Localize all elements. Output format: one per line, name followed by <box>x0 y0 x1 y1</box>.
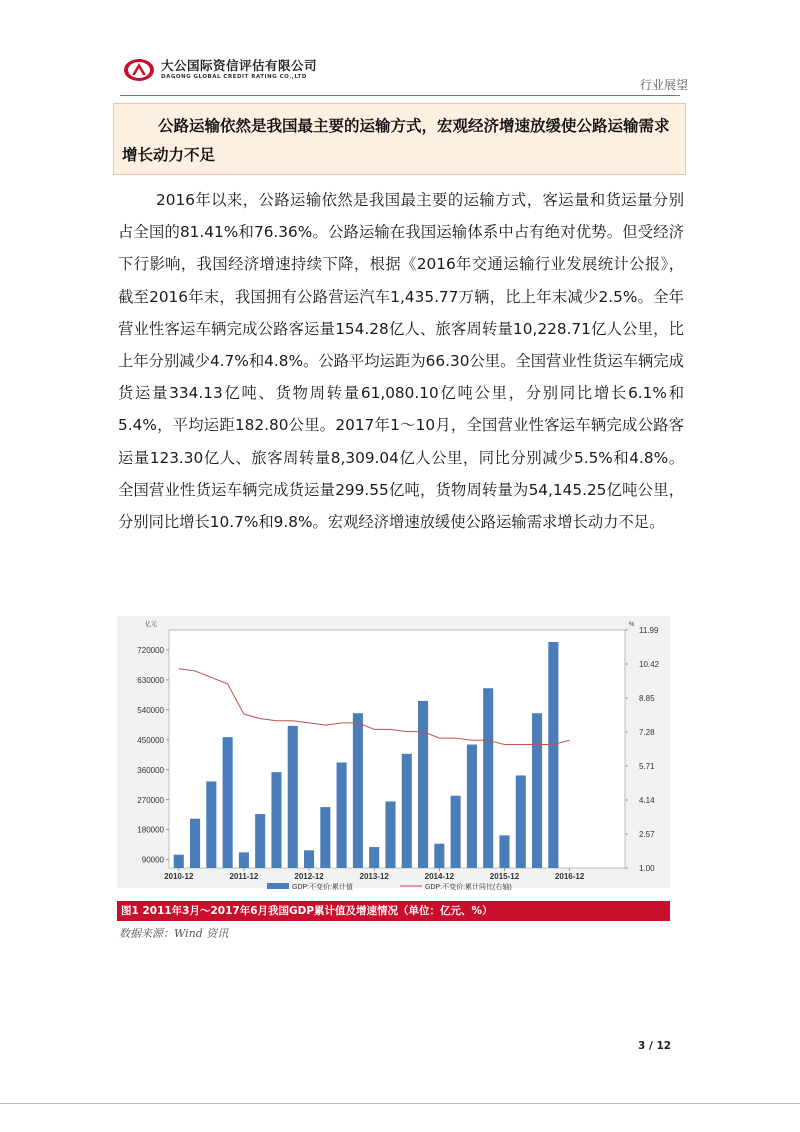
gdp-bar <box>320 807 330 868</box>
gdp-bar <box>255 814 265 868</box>
left-tick-label: 630000 <box>137 675 164 685</box>
gdp-bar <box>223 737 233 868</box>
x-tick-label: 2010-12 <box>164 872 194 881</box>
left-tick-label: 90000 <box>141 855 164 865</box>
gdp-bar <box>337 762 347 868</box>
x-tick-label: 2012-12 <box>294 872 324 881</box>
gdp-bar <box>369 847 379 868</box>
left-tick-label: 360000 <box>137 765 164 775</box>
left-axis-unit: 亿元 <box>145 622 158 628</box>
gdp-bar <box>304 850 314 868</box>
x-tick-label: 2013-12 <box>359 872 389 881</box>
right-tick-label: 10.42 <box>639 660 660 669</box>
left-tick-label: 270000 <box>137 795 164 805</box>
x-tick-label: 2015-12 <box>489 872 520 881</box>
right-tick-label: 1.00 <box>639 864 655 873</box>
left-tick-label: 450000 <box>137 735 164 745</box>
right-tick-label: 8.85 <box>639 694 655 703</box>
x-tick-label: 2011-12 <box>229 872 259 881</box>
company-logo <box>123 58 317 82</box>
x-tick-label: 2014-12 <box>424 872 455 881</box>
gdp-bar <box>434 844 444 868</box>
right-tick-label: 2.57 <box>639 830 655 839</box>
footer-divider <box>0 1103 800 1104</box>
gdp-bar <box>402 754 412 868</box>
gdp-bar <box>548 642 558 868</box>
gdp-bar <box>385 801 395 868</box>
legend-line-label: GDP:不变价:累计同比(右轴) <box>425 884 512 891</box>
figure-caption: 图1 2011年3月～2017年6月我国GDP累计值及增速情况（单位：亿元、%） <box>117 901 670 921</box>
gdp-bar <box>174 855 184 868</box>
gdp-bar <box>288 726 298 868</box>
right-axis-unit: % <box>629 622 635 628</box>
page-number: 3 / 12 <box>638 1040 672 1052</box>
gdp-bar <box>190 819 200 868</box>
x-tick-label: 2016-12 <box>554 872 585 881</box>
headline-text: 公路运输依然是我国最主要的运输方式，宏观经济增速放缓使公路运输需求增长动力不足 <box>122 117 670 164</box>
legend-bar-label: GDP:不变价:累计值 <box>292 884 354 891</box>
section-label: 行业展望 <box>639 78 688 92</box>
right-tick-label: 4.14 <box>639 796 655 805</box>
data-source: 数据来源：Wind 资讯 <box>119 927 229 940</box>
gdp-bar <box>467 745 477 868</box>
company-name-en: DAGONG GLOBAL CREDIT RATING CO.,LTD <box>161 73 307 80</box>
gdp-bar <box>499 835 509 868</box>
gdp-bar <box>239 852 249 868</box>
right-tick-label: 5.71 <box>639 762 655 771</box>
company-name-cn: 大公国际资信评估有限公司 <box>161 57 318 73</box>
header-divider <box>120 95 680 96</box>
left-tick-label: 540000 <box>137 705 164 715</box>
gdp-bar <box>516 775 526 868</box>
body-paragraph: 2016年以来，公路运输依然是我国最主要的运输方式，客运量和货运量分别占全国的81.41%和76.36%。公路运输在我国运输体系中占有绝对优势。但受经济下行影响，我国经济增速持续下降，根据《2016年交通运输行业发展统计公报》，截至2016年末，我国拥有公路营运汽车1,435.77万辆，比上年末减少2.5%。全年营业性客运车辆完成公路客运量154.28亿人、旅客周转量10,228.71亿人公里，比上年分别减少4.7%和4.8%。公路平均运距为66.30公里。全国营业性货运车辆完成货运量334.13亿吨、货物周转量61,080.10亿吨公里，分别同比增长6.1%和5.4%，平均运距182.80公里。2017年1～10月，全国营业性客运车辆完成公路客运量123.30亿人、旅客周转量8,309.04亿人公里，同比分别减少5.5%和4.8%。全国营业性货运车辆完成货运量299.55亿吨，货物周转量为54,145.25亿吨公里，分别同比增长10.7%和9.8%。宏观经济增速放缓使公路运输需求增长动力不足。 <box>118 191 684 532</box>
gdp-bar <box>483 688 493 868</box>
gdp-bar <box>271 772 281 868</box>
left-tick-label: 180000 <box>137 825 164 835</box>
gdp-bar <box>206 781 216 868</box>
right-tick-label: 7.28 <box>639 728 655 737</box>
right-tick-label: 11.99 <box>639 626 659 635</box>
left-tick-label: 720000 <box>137 645 164 655</box>
gdp-chart <box>117 616 670 900</box>
legend-bar-swatch <box>267 883 289 889</box>
gdp-bar <box>353 713 363 868</box>
gdp-bar <box>451 796 461 868</box>
dagong-logo-icon <box>123 58 155 82</box>
headline-callout <box>113 103 686 175</box>
gdp-bar <box>418 701 428 868</box>
gdp-bar <box>532 713 542 868</box>
